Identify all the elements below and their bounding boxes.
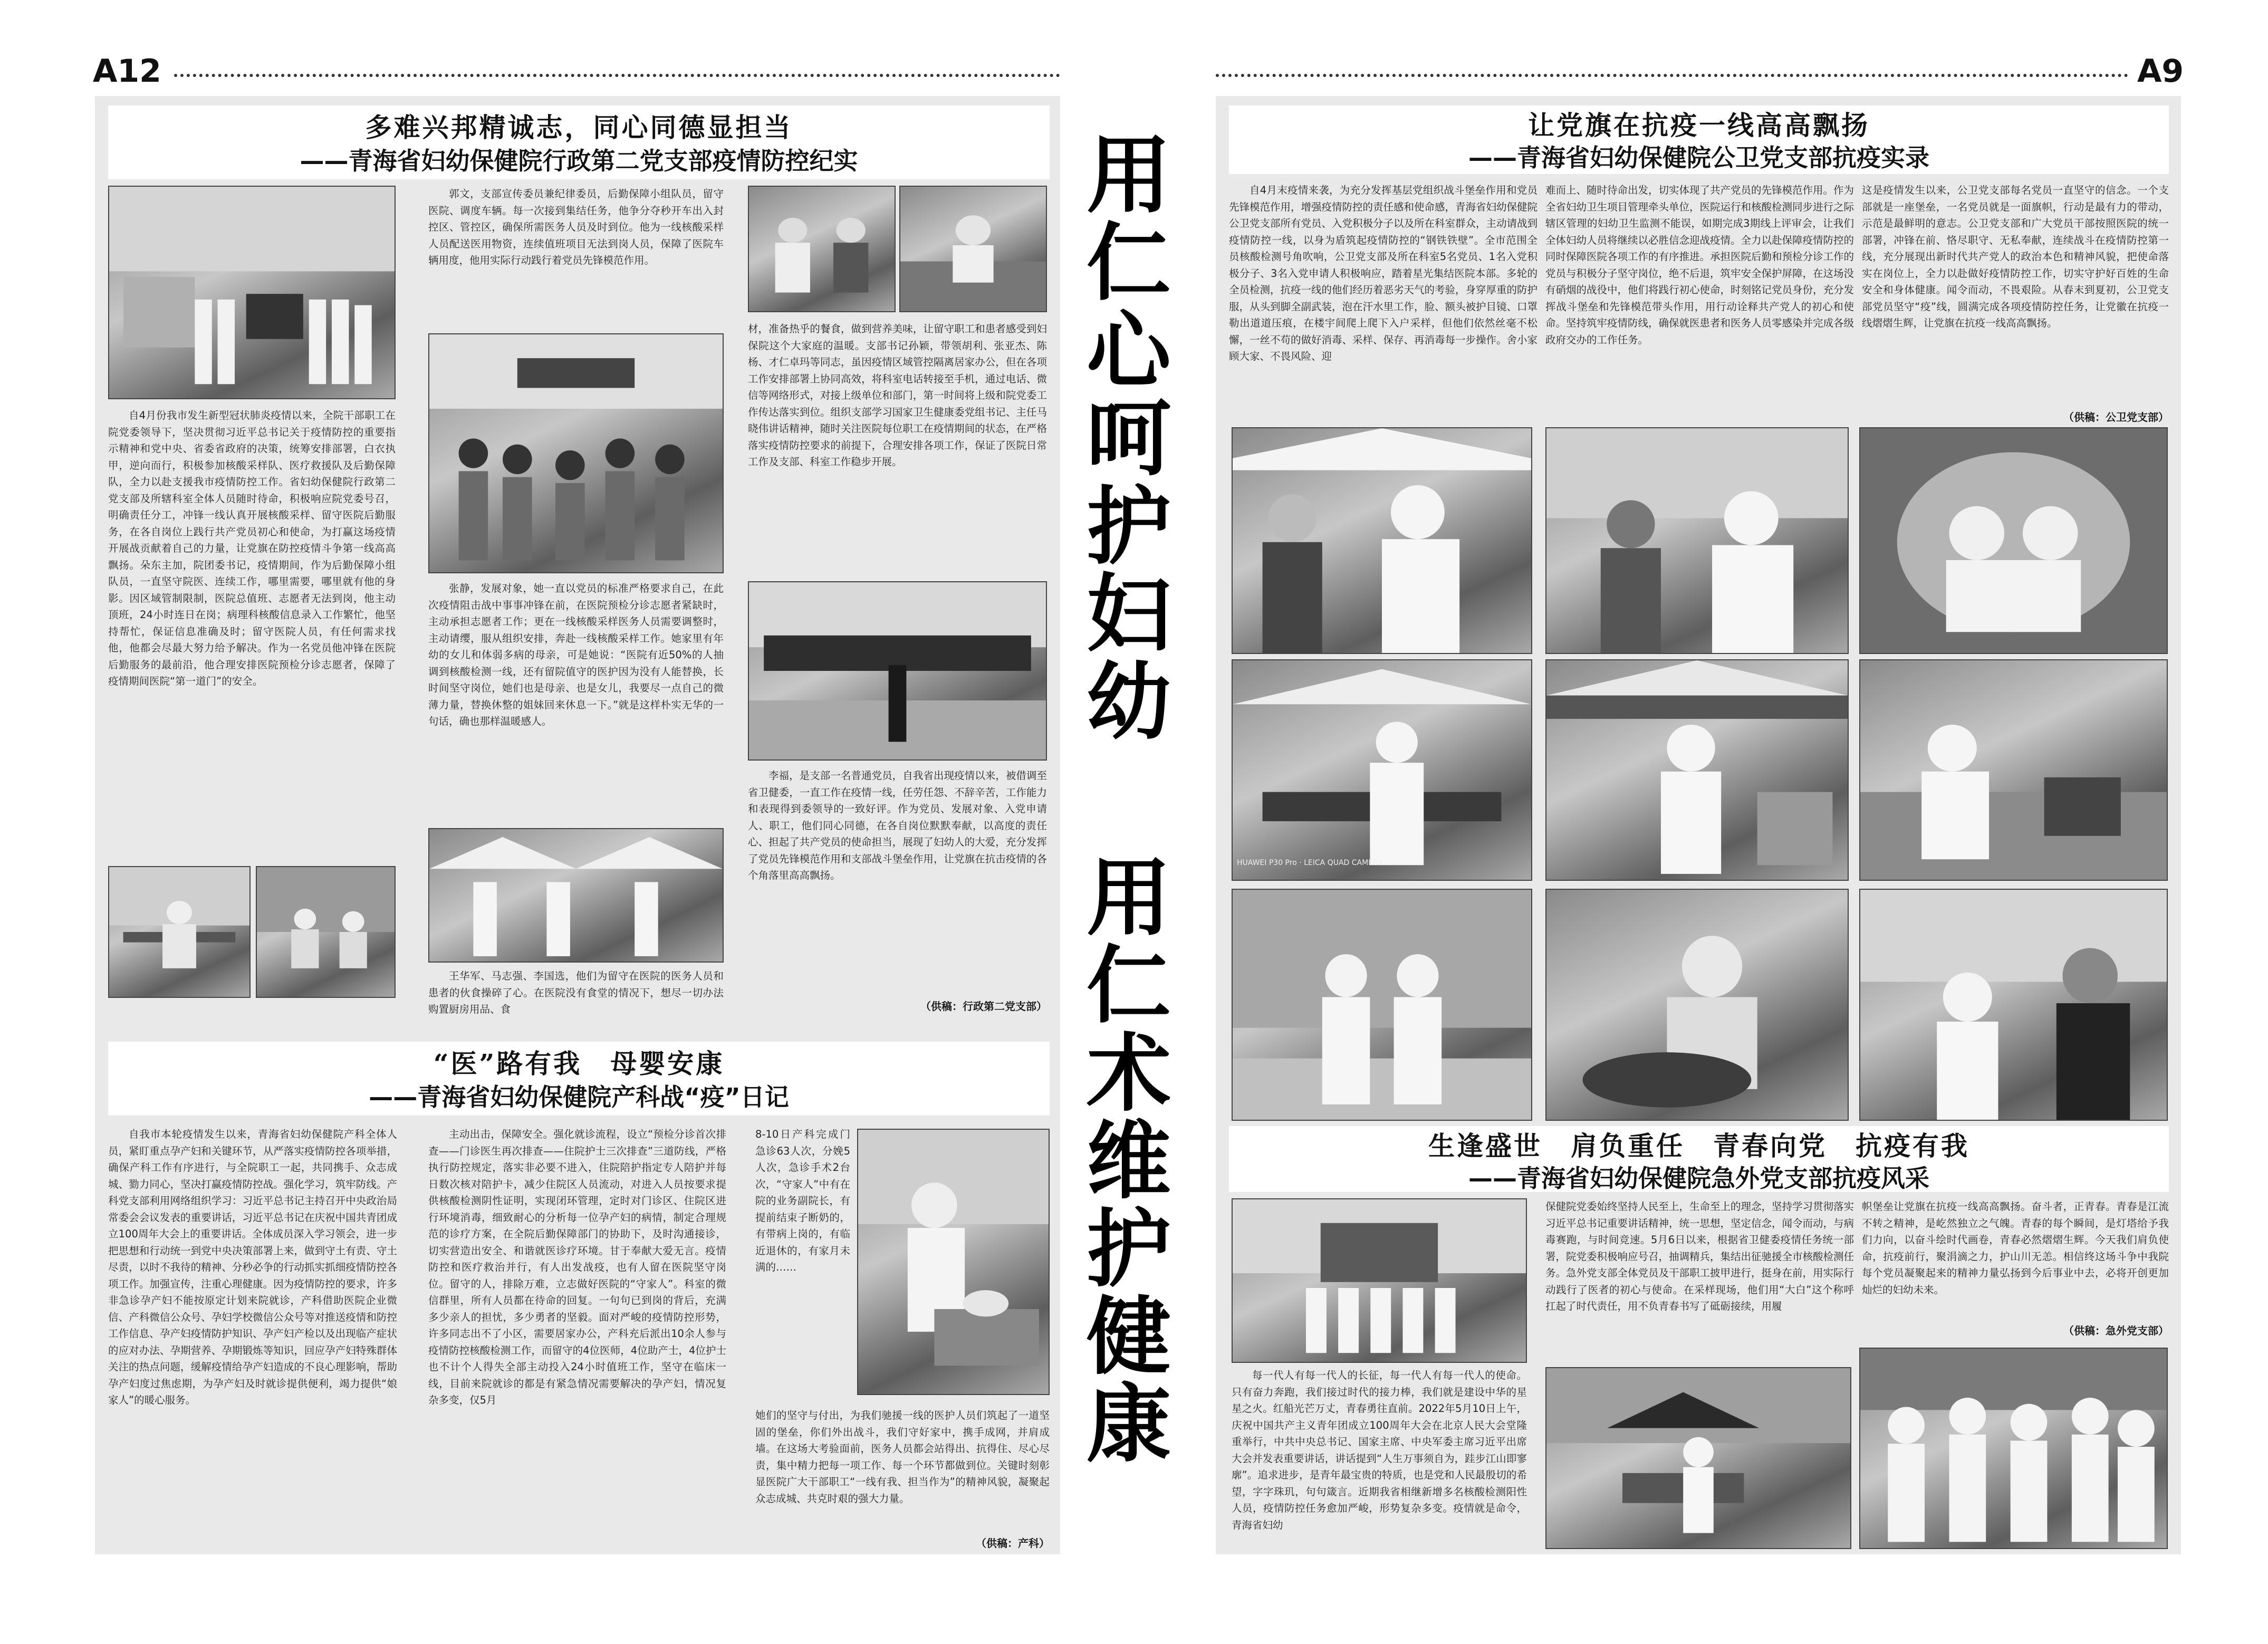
slogan-char: 康 [1086, 1375, 1171, 1474]
right-article2-column-top: 保健院党委始终坚持人民至上，生命至上的理念，坚持学习贯彻落实习近平总书记重要讲话精神，统一思想，坚定信念，闻令而动，与病毒赛跑，与时间竞速。5月6日以来，根据省卫健委疫情任务统一部署，院党委积极响应号召，抽调精兵，集结出征驰援全市核酸检测任务。急外党支部全体党员及干部职工披甲进行，挺身在前，用实际行动践行了医者的初心与使命。在采样现场，他们用“大白”这个称呼扛起了时代责任，用不负青春书写了砥砺接续，用履 [1545, 1200, 1854, 1312]
camera-watermark: HUAWEI P30 Pro · LEICA QUAD CAMERA [1237, 859, 1383, 867]
right-article1-column1: 自4月末疫情来袭，为充分发挥基层党组织战斗堡垒作用和党员先锋模范作用，增强疫情防控的责任感和使命感，青海省妇幼保健院公卫党支部所有党员、入党积极分子以及所在科室群众，主动请战到疫情防控一线，以身为盾筑起疫情防控的“钢铁铁壁”。全市范围全员核酸检测号角吹响，公卫党支部及所在科室5名党员、1名入党积极分子、3名入党申请人积极响应，踏着星光集结医院本部。多轮的全员检测，抗疫一线的他们经历着恶劣天气的考验，身穿厚重的防护服，从头到脚全副武装，泡在汗水里工作，脸、额头被护目镜、口罩勒出道道压痕，在楼宇间爬上爬下入户采样，但他们依然丝毫不松懈，一丝不苟的做好消毒、采样、保存、再消毒每一步操作。舍小家顾大家、不畏风险、迎 [1229, 184, 1537, 362]
slogan-char: 术 [1086, 1024, 1171, 1123]
left-page-number: A12 [93, 53, 161, 90]
article2-heading [108, 1042, 1050, 1116]
slogan-char: 心 [1086, 301, 1171, 400]
team-group-photo [1859, 1348, 2168, 1549]
article2-column1: 自我市本轮疫情发生以来，青海省妇幼保健院产科全体人员，紧盯重点孕产妇和关键环节，从严落实疫情防控各项举措，确保产科工作有序进行，与全院职工一起，共同携手、众志成城、勠力同心，坚决打赢疫情防控战。强化学习，筑牢防线。产科党支部利用网络组织学习：习近平总书记主持召开中央政治局常委会会议发表的重要讲话，习近平总书记在庆祝中国共青团成立100周年大会上的重要讲话。全体成员深入学习领会，进一步把思想和行动统一到党中央决策部署上来，做到守土有责、守土尽责，以时不我待的精神、分秒必争的行动抓实抓细疫情防控各项工作。加强宣传，注重心理健康。因为疫情防控的要求，许多非急诊孕产妇不能按原定计划来院就诊，产科借助医院企业微信、产科微信公众号、孕妇学校微信公众号等对推送疫情和防控工作信息、孕产妇疫情防护知识、孕产妇产检以及出现临产症状的应对办法、孕期营养、孕期锻炼等知识，回应孕产妇特殊群体关注的热点问题，缓解疫情给孕产妇造成的不良心理影响，帮助孕产妇度过焦虑期，为孕产妇及时就诊提供便利，竭力提供“娘家人”的暖心服务。 [108, 1128, 397, 1406]
article1-subtitle: ——青海省妇幼保健院行政第二党支部疫情防控纪实 [300, 147, 858, 175]
tent-arms-up-photo [1545, 659, 1849, 881]
kitchen-meal-photo-1 [748, 186, 896, 312]
reception-staff-photo [1859, 889, 2168, 1121]
outdoor-tent-station-photo [1545, 1367, 1851, 1549]
left-header-rule [174, 74, 1060, 77]
article2-column3b: 她们的坚守与付出，为我们驰援一线的医护人员们筑起了一道坚固的堡垒，你们外出战斗，我们守好家中，携手成网，并肩成墙。在这场大考验面前，医务人员都会站得出、抗得住、尽心尽责，集中精力把每一项工作、每一个环节都做到位。关键时刻彰显医院广大干部职工“一线有我、担当作为”的精神风貌，凝聚起众志成城、共克时艰的强大力量。 [755, 1409, 1050, 1505]
slogan-char: 用 [1086, 126, 1171, 225]
slogan-char: 仁 [1086, 936, 1171, 1035]
doctor-desk-photo [108, 866, 251, 998]
slogan-char: 仁 [1086, 214, 1171, 313]
window-staff-photo [1859, 427, 2168, 654]
right-article2-heading [1229, 1126, 2169, 1192]
right-article2-subtitle: ——青海省妇幼保健院急外党支部抗疫风采 [1468, 1164, 1929, 1193]
flowers-pose-photo [1232, 889, 1532, 1121]
right-article2-column-right: 帜堡垒让党旗在抗疫一线高高飘扬。奋斗者，正青春。青春是江流不转之精神，是屹然独立之气魄。青春的每个瞬间，是灯塔给予我们力向，以奋斗绘时代画卷，青春必然熠熠生辉。今天我们肩负使命，抗疫前行，聚涓滴之力，护山川无恙。相信终这场斗争中我院每个党员凝聚起来的精神力量弘扬到今后事业中去，必将开创更加灿烂的妇幼未来。 [1862, 1200, 2169, 1296]
right-article2-credit: （供稿：急外党支部） [2063, 1324, 2169, 1337]
slogan-char: 健 [1086, 1287, 1171, 1386]
kneeling-sampling-photo [1859, 659, 2168, 881]
right-page-number: A9 [2137, 53, 2184, 90]
kitchen-meal-photo-2 [899, 186, 1047, 312]
article2-column2: 主动出击，保障安全。强化就诊流程，设立“预检分诊首次排查——门诊医生再次排查——住院护士三次排查”三道防线，严格执行防控规定，落实非必要不进入，住院陪护指定专人陪护并每日数次核对陪护卡，减少住院区人员流动，对进入人员按要求提供核酸检测阴性证明，实现闭环管理，定时对门诊区、住院区进行环境消毒，细致耐心的分析每一位孕产妇的病情，制定合理规范的诊疗方案，在全院后勤保障部门的协助下，及时沟通接诊，切实营造出安全、和谐就医诊疗环境。甘于奉献大爱无言。疫情防控和医疗救治并行，有人出发战疫，也有人留在医院坚守岗位。留守的人，排除万难，立志做好医院的“守家人”。科室的微信群里，所有人员都在待命的回复。一句句已到岗的背后，充满多少亲人的担忧，多少勇者的坚毅。面对严峻的疫情防控形势，许多同志出不了小区，需要居家办公，产科充后派出10余人参与疫情防控核酸检测工作，而留守的4位医师，4位助产士，4位护士也不计个人得失全部主动投入24小时值班工作，坚守在临床一线，目前来院就诊的都是有紧急情况需要解决的孕产妇，情况复杂多变，仅5月 [428, 1128, 726, 1406]
banner-outdoor-photo [748, 581, 1047, 761]
slogan-char: 呵 [1086, 389, 1171, 488]
group-victory-photo [1232, 1198, 1527, 1363]
right-article1-heading [1229, 105, 2169, 174]
right-article1-subtitle: ——青海省妇幼保健院公卫党支部抗疫实录 [1468, 143, 1929, 172]
newborn-care-photo [857, 1129, 1050, 1395]
slogan-char: 护 [1086, 477, 1171, 576]
article1-column3b: 李福，是支部一名普通党员，自我省出现疫情以来，被借调至省卫健委，一直工作在疫情一线，任劳任怨、不辞辛苦，工作能力和表现得到委领导的一致好评。作为党员、发展对象、入党申请人、职工，他们同心同德，在各自岗位默默奉献，以高度的责任心、担起了共产党员的使命担当，展现了妇幼人的大爱，充分发挥了党员先锋模范作用和支部战斗堡垒作用，让党旗在抗击疫情的各个角落里高高飘扬。 [748, 770, 1047, 881]
screening-queue-photo [428, 333, 724, 573]
article1-column3a: 材，准备热乎的餐食，做到营养美味，让留守职工和患者感受到妇保院这个大家庭的温暖。支部书记孙颖，带领胡利、张亚杰、陈杨、才仁卓玛等同志，虽因疫情区域管控隔离居家办公，但在各项工作安排部署上协同高效，将科室电话转接至手机，通过电话、微信等网络形式，对接上级单位和部门，第一时间将上级和院党委工作传达落实到位。组织支部学习国家卫生健康委党组书记、主任马晓伟讲话精神，随时关注医院每位职工在疫情期间的状态，在严格落实疫情防控要求的前提下，合理安排各项工作，保证了医院日常工作及支部、科室工作稳步开展。 [748, 323, 1047, 468]
team-flag-photo [108, 186, 396, 399]
article1-column2b: 张静，发展对象，她一直以党员的标准严格要求自己，在此次疫情阻击战中事事冲锋在前，在医院预检分诊志愿者紧缺时，主动承担志愿者工作；更在一线核酸采样医务人员需要调整时，主动请缨，服从组织安排，奔赴一线核酸采样工作。她家里有年幼的女儿和体弱多病的母亲，可是她说：“医院有近50%的人抽调到核酸检测一线，还有留院值守的医护因为没有人能替换，长时间坚守岗位，她们也是母亲、也是女儿，我要尽一点自己的微薄力量，替换休整的姐妹回来休息一下。”就是这样朴实无华的一句话，确也那样温暖感人。 [428, 582, 724, 727]
slogan-char: 护 [1086, 1199, 1171, 1299]
article1-column2c: 王华军、马志强、李国选，他们为留守在医院的医务人员和患者的伙食操碎了心。在医院没有食堂的情况下，想尽一切办法购置厨房用品、食 [428, 970, 724, 1015]
article1-title: 多难兴邦精诚志，同心同德显担当 [365, 112, 793, 143]
right-article1-column2: 难而上、随时待命出发，切实体现了共产党员的先锋模范作用。作为全省妇幼卫生项目管理牵头单位，医院运行和核酸检测同步进行之际辖区管理的妇幼卫生监测不能误，如期完成3期线上评审会，让我们全体妇幼人员将继续以必胜信念迎战疫情。全力以赴保障疫情防控的同时保障医院各项工作的有序推进。承担医院后勤和预检分诊工作的党员与积极分子坚守岗位，绝不后退，筑牢安全保护屏障，在这场没有硝烟的战役中，他们将践行初心使命，时刻铭记党员身份，充分发挥战斗堡垒和先锋模范带头作用，用行动诠释共产党人的初心和使命。坚持筑牢疫情防线，确保就医患者和医务人员零感染并完成各级政府交办的工作任务。 [1545, 184, 1854, 346]
slogan-char: 妇 [1086, 564, 1171, 664]
article1-credit: （供稿：行政第二党支部） [920, 1000, 1047, 1013]
article1-heading [108, 105, 1050, 179]
tent-sampling-photo [428, 828, 724, 963]
tent-table-photo [1232, 659, 1532, 881]
article2-credit: （供稿：产科） [976, 1537, 1050, 1550]
article2-column3a: 8-10日产科完成门急诊63人次，分娩5人次，急诊手术2台次，“守家人”中有在院的业务副院长，有提前结束子断奶的，有带病上岗的，有临近退休的，有家月未满的…… [755, 1128, 850, 1273]
article1-column2a: 郭文，支部宣传委员兼纪律委员，后勤保障小组队员，留守医院、调度车辆。每一次接到集结任务，他争分夺秒开车出入封控区、管控区，确保所需医务人员及时到位。他为一线核酸采样人员配送医用物资，连续值班项目无法到岗人员，保障了医院车辆用度，他用实际行动践行着党员先锋模范作用。 [428, 188, 724, 266]
center-slogan-line1 [1081, 126, 1176, 752]
slogan-char: 用 [1086, 849, 1171, 947]
swab-sampling-photo-1 [1232, 427, 1532, 654]
article2-subtitle: ——青海省妇幼保健院产科战“疫”日记 [369, 1083, 789, 1111]
article1-column1: 自4月份我市发生新型冠状肺炎疫情以来，全院干部职工在院党委领导下，坚决贯彻习近平总书记关于疫情防控的重要指示精神和党中央、省委省政府的决策，统筹安排部署，白衣执甲，逆向而行，积极参加核酸采样队、医疗救援队及后勤保障队，全力以赴支援我市疫情防控工作。省妇幼保健院行政第二党支部及所辖科室全体人员随时待命，积极响应院党委号召，明确责任分工，冲锋一线认真开展核酸采样、留守医院后勤服务，在各自岗位上践行共产党员初心和使命，为打赢这场疫情开展战贡献着自己的力量，让党旗在防控疫情斗争第一线高高飘扬。朵东主加，院团委书记，疫情期间，作为后勤保障小组队员，一直坚守院医、连续工作，哪里需要，哪里就有他的身影。因区域管制限制，医院总值班、志愿者无法到岗，他主动顶班，24小时连日在岗；病理科核酸信息录入工作繁忙，他坚持帮忙，保证信息准确及时；留守医院人员，有任何需求找他，他都会尽最大努力给予解决。作为一名党员他冲锋在医院后勤服务的最前沿，他合理安排医院预检分诊志愿者，保障了疫情期间医院“第一道门”的安全。 [108, 409, 396, 687]
center-slogan-line2 [1081, 849, 1176, 1474]
right-article1-credit: （供稿：公卫党支部） [2063, 411, 2169, 424]
right-article1-column3: 这是疫情发生以来，公卫党支部每名党员一直坚守的信念。一个支部就是一座堡垒，一名党员就是一面旗帜，行动是最有力的带动，示范是最鲜明的意志。公卫党支部和广大党员干部按照医院的统一部署，冲锋在前、恪尽职守、无私奉献，连续战斗在疫情防控第一线，充分展现出新时代共产党人的政治本色和精神风貌，把使命落实在岗位上，全力以赴做好疫情防控工作，切实守护好百姓的生命安全和身体健康。闻令而动，不畏艰险。从春末到夏初，公卫党支部党员坚守“疫”线，圆满完成各项疫情防控任务，让党徽在抗疫一线熠熠生辉，让党旗在抗疫一线高高飘扬。 [1862, 184, 2169, 329]
slogan-char: 幼 [1086, 652, 1171, 752]
slogan-char: 维 [1086, 1112, 1171, 1211]
article2-title: “医”路有我 母婴安康 [433, 1048, 725, 1079]
swab-sampling-photo-2 [1545, 427, 1849, 654]
right-article1-title: 让党旗在抗疫一线高高飘扬 [1528, 110, 1870, 141]
right-article2-title: 生逢盛世 肩负重任 青春向党 抗疫有我 [1428, 1130, 1969, 1161]
cooking-photo [1545, 889, 1849, 1121]
right-article2-column-left: 每一代人有每一代人的长征，每一代人有每一代人的使命。只有奋力奔跑，我们接过时代的接力棒，我们就是建设中华的星星之火。红船光芒万丈，青春勇往直前。2022年5月10日上午，庆祝中国共产主义青年团成立100周年大会在北京人民大会堂隆重举行，中共中央总书记、国家主席、中央军委主席习近平出席大会并发表重要讲话，讲话提到“人生万事须自为，跬步江山即寥廓”。追求进步，是青年最宝贵的特质，也是党和人民最殷切的希望，字字珠玑，句句箴言。近期我省相继新增多名核酸检测阳性人员，疫情防控任务愈加严峻，形势复杂多变。疫情就是命令，青海省妇幼 [1232, 1369, 1527, 1531]
office-work-photo [256, 866, 396, 998]
right-header-rule [1216, 74, 2128, 77]
